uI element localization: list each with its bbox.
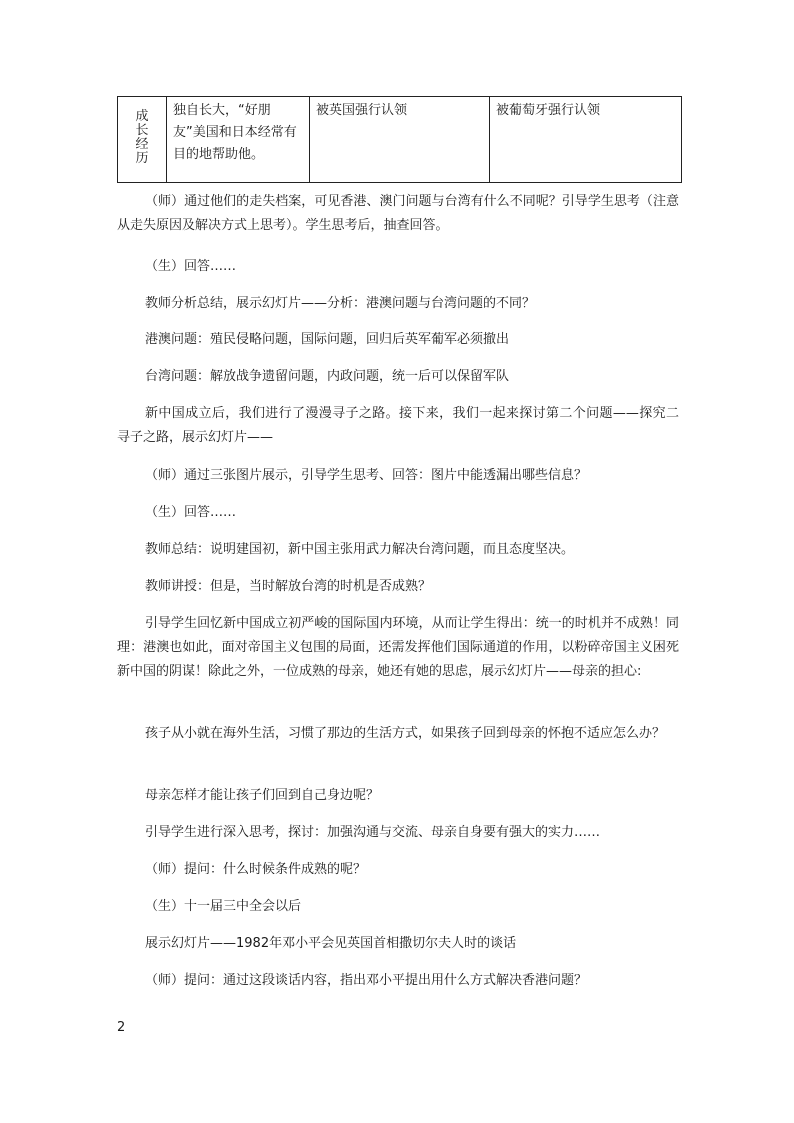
paragraph: 教师总结：说明建国初，新中国主张用武力解决台湾问题，而且态度坚决。 xyxy=(145,542,575,557)
table-cell-hongkong: 被英国强行认领 xyxy=(310,97,490,183)
paragraph: （生）回答…… xyxy=(145,259,237,274)
paragraph: （生）回答…… xyxy=(145,505,237,520)
paragraph: 引导学生回忆新中国成立初严峻的国际国内环境，从而让学生得出：统一的时机并不成熟！同理：港澳也如此，面对帝国主义包围的局面，还需发挥他们国际通道的作用，以粉碎帝国主义困死新中国的阴谋！除此之外，一位成熟的母亲，她还有她的思虑，展示幻灯片——母亲的担心: xyxy=(117,616,679,679)
paragraph: （师）通过他们的走失档案，可见香港、澳门问题与台湾有什么不同呢？引导学生思考（注意从走失原因及解决方式上思考）。学生思考后，抽查回答。 xyxy=(117,194,679,233)
table-cell-macau: 被葡萄牙强行认领 xyxy=(490,97,682,183)
paragraph: （师）通过三张图片展示，引导学生思考、回答：图片中能透漏出哪些信息？ xyxy=(145,468,588,483)
paragraph: （师）提问：什么时候条件成熟的呢？ xyxy=(145,862,367,877)
table-cell-taiwan: 独自长大，“好朋友”美国和日本经常有目的地帮助他。 xyxy=(167,97,310,183)
paragraph: 教师讲授：但是，当时解放台湾的时机是否成熟？ xyxy=(145,579,432,594)
profile-table xyxy=(117,96,682,183)
row-header-label: 成长经历 xyxy=(135,108,149,166)
paragraph: 台湾问题：解放战争遗留问题，内政问题，统一后可以保留军队 xyxy=(145,369,510,384)
paragraph: 展示幻灯片——1982年邓小平会见英国首相撒切尔夫人时的谈话 xyxy=(145,936,517,951)
paragraph: 新中国成立后，我们进行了漫漫寻子之路。接下来，我们一起来探讨第二个问题——探究二 寻子之路，展示幻灯片—— xyxy=(117,406,693,445)
row-header-cell xyxy=(118,97,167,183)
page-number: 2 xyxy=(117,1020,126,1035)
table-row xyxy=(118,97,682,183)
paragraph: 母亲怎样才能让孩子们回到自己身边呢？ xyxy=(145,788,380,803)
paragraph: 孩子从小就在海外生活，习惯了那边的生活方式，如果孩子回到母亲的怀抱不适应怎么办？ xyxy=(145,726,666,741)
paragraph: （生）十一届三中全会以后 xyxy=(145,899,302,914)
paragraph: 引导学生进行深入思考，探讨：加强沟通与交流、母亲自身要有强大的实力…… xyxy=(145,825,601,840)
paragraph: （师）提问：通过这段谈话内容，指出邓小平提出用什么方式解决香港问题？ xyxy=(145,973,588,988)
paragraph: 港澳问题：殖民侵略问题，国际问题，回归后英军葡军必须撤出 xyxy=(145,332,510,347)
paragraph: 教师分析总结，展示幻灯片——分析：港澳问题与台湾问题的不同？ xyxy=(145,296,536,311)
